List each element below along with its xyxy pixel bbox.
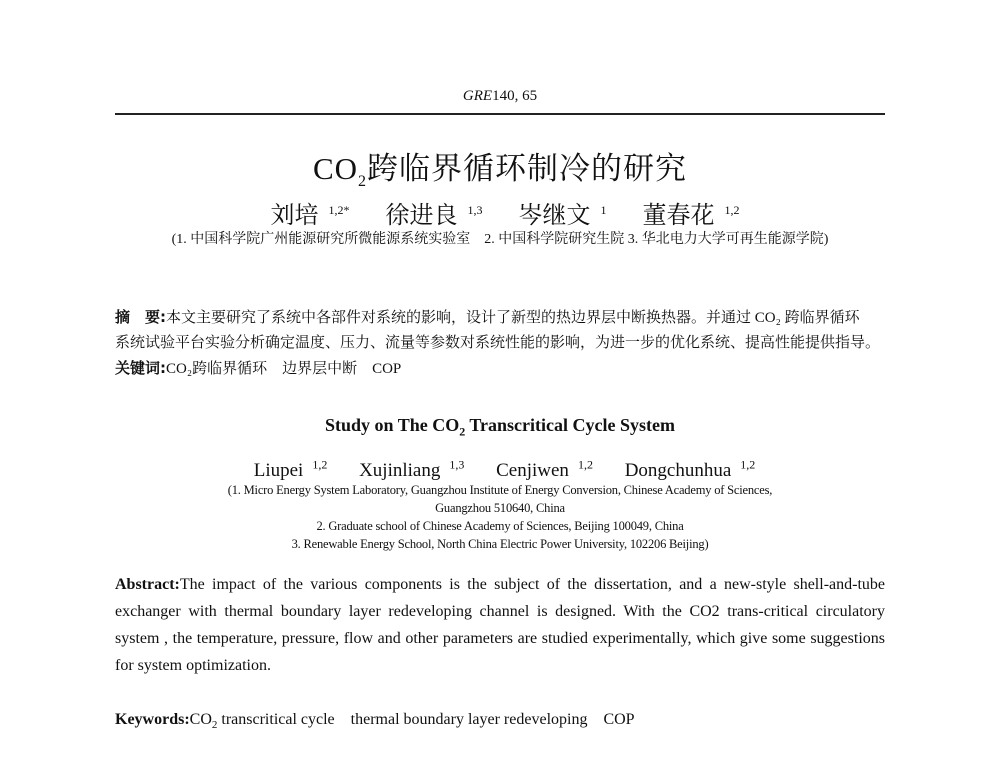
cn-keywords <box>115 356 890 382</box>
cn-abstract-text-1: 本文主要研究了系统中各部件对系统的影响，设计了新型的热边界层中断换热器。并通过 CO₂ 跨临界循环 <box>166 310 860 326</box>
cn-abstract-line <box>115 305 890 331</box>
cn-abstract <box>115 305 890 382</box>
author-name: Cenjiwen <box>496 460 569 482</box>
en-author <box>616 460 756 481</box>
author-sup: 1,2* <box>328 203 350 217</box>
author-sup: 1,2 <box>724 203 740 217</box>
en-affiliation-line: (1. Micro Energy System Laboratory, Guangzhou Institute of Energy Conversion, Chinese Academy of Sciences, <box>227 483 773 497</box>
author-name: 董春花 <box>642 203 715 229</box>
running-header <box>115 88 885 105</box>
author-sup: 1,2 <box>740 458 756 472</box>
author-sup: 1,3 <box>467 203 483 217</box>
en-affiliation-line: Guangzhou 510640, China <box>435 501 565 515</box>
cn-abstract-label: 摘 要: <box>115 308 166 326</box>
en-title <box>115 415 885 440</box>
en-abstract-text: The impact of the various components is the subject of the dissertation, and a new-style shell-and-tube exchanger with thermal boundary layer redeveloping channel is designed. With the CO2 trans-critical circulatory system , the temperature, pressure, flow and other parameters are studied experimentally, which give some suggestions for system optimization. <box>115 576 885 674</box>
cn-title-rest: 跨临界循环制冷的研究 <box>367 151 688 186</box>
cn-keywords-label: 关键词: <box>115 359 166 377</box>
header-code: 140, 65 <box>492 88 538 104</box>
en-keywords-sub: 2 <box>211 719 218 732</box>
en-author <box>350 460 464 481</box>
en-affiliation-line: 3. Renewable Energy School, North China Electric Power University, 102206 Beijing) <box>291 537 709 551</box>
cn-affiliations: (1. 中国科学院广州能源研究所微能源系统实验室 2. 中国科学院研究生院 3. 华北电力大学可再生能源学院) <box>171 232 829 247</box>
en-keywords-prefix: CO <box>189 711 212 728</box>
en-keywords-rest: transcritical cycle thermal boundary layer redeveloping COP <box>217 711 635 728</box>
en-keywords-label: Keywords: <box>115 711 190 728</box>
cn-author <box>261 203 350 229</box>
author-name: Xujinliang <box>359 460 441 482</box>
author-name: Dongchunhua <box>624 460 732 482</box>
en-title-rest: Transcritical Cycle System <box>465 415 675 435</box>
en-abstract-label: Abstract: <box>115 576 180 593</box>
cn-abstract-text-2: 系统试验平台实验分析确定温度、压力、流量等参数对系统性能的影响，为进一步的优化系统、提高性能提供指导。 <box>115 335 881 351</box>
author-sup: 1,2 <box>312 458 328 472</box>
cn-authors <box>115 195 885 230</box>
cn-title <box>115 143 885 191</box>
header-rule <box>115 113 885 115</box>
cn-author <box>376 203 483 229</box>
en-author <box>245 460 328 481</box>
author-name: 刘培 <box>270 203 319 229</box>
author-sup: 1 <box>600 203 607 217</box>
en-title-sub: 2 <box>459 424 466 439</box>
header-code-italic: GRE <box>462 88 493 104</box>
author-sup: 1,2 <box>577 458 593 472</box>
author-name: Liupei <box>253 460 304 482</box>
en-authors <box>115 458 885 482</box>
en-affiliation-line: 2. Graduate school of Chinese Academy of Sciences, Beijing 100049, China <box>316 519 684 533</box>
cn-title-sub: 2 <box>358 173 368 191</box>
en-author <box>487 460 593 481</box>
en-abstract <box>115 571 885 679</box>
cn-author <box>633 203 740 229</box>
author-sup: 1,3 <box>449 458 465 472</box>
cn-title-prefix: CO <box>312 151 359 186</box>
cn-author <box>509 203 607 229</box>
cn-keywords-text: CO₂跨临界循环 边界层中断 COP <box>166 361 402 377</box>
en-keywords <box>115 706 635 731</box>
en-title-prefix: Study on The CO <box>324 415 460 435</box>
author-name: 徐进良 <box>385 203 458 229</box>
author-name: 岑继文 <box>518 203 591 229</box>
